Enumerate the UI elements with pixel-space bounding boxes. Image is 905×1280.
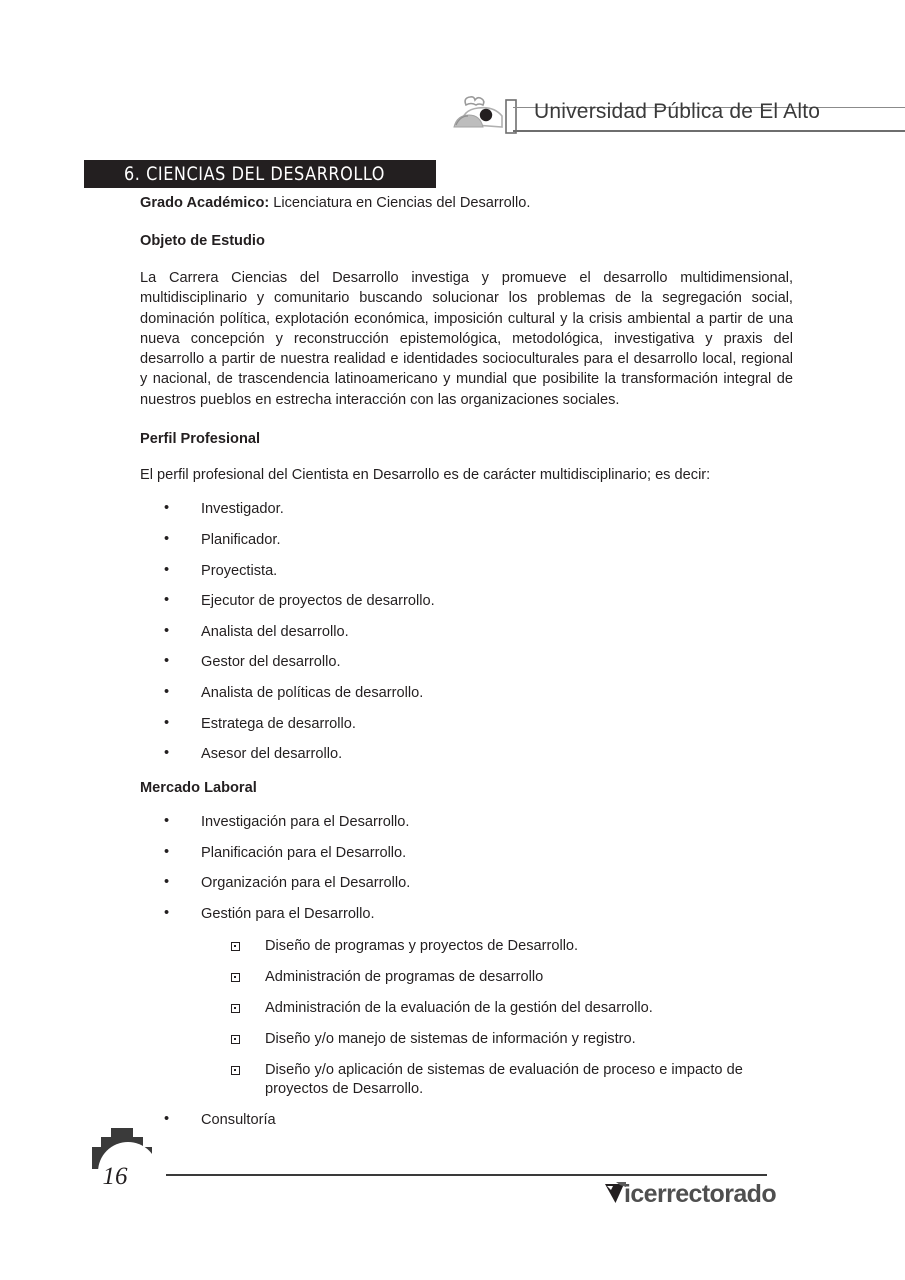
- sub-list-item-label: Administración de programas de desarrollo: [265, 968, 544, 985]
- list-item-label: Planificador.: [201, 531, 281, 548]
- document-content: [140, 193, 793, 1130]
- heading-objeto-de-estudio: Objeto de Estudio: [140, 233, 265, 249]
- list-item: [140, 844, 793, 863]
- bullet-icon: •: [164, 813, 170, 830]
- bullet-icon: •: [164, 592, 170, 609]
- square-bullet-icon: [231, 942, 240, 951]
- sub-list-item-label: Diseño y/o manejo de sistemas de información y registro.: [265, 1030, 636, 1047]
- section-title-text: 6. CIENCIAS DEL DESARROLLO: [124, 163, 385, 185]
- bullet-icon: •: [164, 622, 170, 639]
- list-item: [140, 623, 793, 642]
- degree-line: [140, 193, 793, 213]
- bullet-icon: •: [164, 904, 170, 921]
- page-header: [0, 92, 905, 140]
- perfil-profesional-list: [140, 500, 793, 764]
- list-item: [140, 531, 793, 550]
- sub-list-item: [201, 1030, 793, 1049]
- sub-list-item-label: Diseño y/o aplicación de sistemas de evaluación de proceso e impacto de proyectos de Desarrollo.: [265, 1061, 743, 1098]
- mercado-laboral-list: [140, 813, 793, 1130]
- list-item-label: Investigación para el Desarrollo.: [201, 814, 410, 831]
- bullet-icon: •: [164, 683, 170, 700]
- sub-list-item: [201, 937, 793, 956]
- vicerrectorado-logo-text: icerrectorado: [624, 1180, 776, 1208]
- heading-perfil-profesional: Perfil Profesional: [140, 431, 261, 448]
- paragraph-objeto-de-estudio: La Carrera Ciencias del Desarrollo investiga y promueve el desarrollo multidimensional, multidisciplinario y comunitario buscando solucionar los problemas de la segregación social, dominación política, explotación económica, imposición cultural y la crisis ambiental a partir de una nueva concepción y reconstrucción epistemológica, metodológica, investigativa y praxis del desarrollo a partir de nuestra realidad e identidades socioculturales para el desarrollo local, regional y nacional, de trascendencia latinoamericano y mundial que posibilite la transformación integral de nuestros pueblos en estrecha interacción con las organizaciones sociales.: [140, 270, 793, 408]
- list-item: [140, 684, 793, 703]
- list-item: [140, 813, 793, 832]
- list-item-label: Estratega de desarrollo.: [201, 715, 356, 732]
- bullet-icon: •: [164, 500, 170, 517]
- paragraph-perfil-intro: El perfil profesional del Cientista en Desarrollo es de carácter multidisciplinario; es decir:: [140, 467, 711, 484]
- sub-list-item: [201, 999, 793, 1018]
- header-title: Universidad Pública de El Alto: [534, 100, 821, 123]
- degree-value: Licenciatura en Ciencias del Desarrollo.: [269, 195, 531, 211]
- list-item-label: Asesor del desarrollo.: [201, 746, 343, 763]
- list-item-label: Proyectista.: [201, 562, 278, 579]
- list-item: [140, 874, 793, 893]
- list-item: [140, 715, 793, 734]
- sub-list-item-label: Diseño de programas y proyectos de Desarrollo.: [265, 937, 579, 954]
- bullet-icon: •: [164, 561, 170, 578]
- bullet-icon: •: [164, 745, 170, 762]
- sub-list-item-label: Administración de la evaluación de la gestión del desarrollo.: [265, 999, 653, 1016]
- square-bullet-icon: [231, 1035, 240, 1044]
- page-number: 16: [102, 1163, 128, 1190]
- sub-list-item: [201, 1061, 793, 1100]
- list-item: [140, 905, 793, 1100]
- degree-label: Grado Académico:: [140, 195, 270, 211]
- list-item-label: Investigador.: [201, 501, 284, 518]
- list-item-label: Consultoría: [201, 1112, 276, 1129]
- page-footer: [0, 1124, 905, 1244]
- heading-mercado-laboral: Mercado Laboral: [140, 780, 257, 797]
- list-item: [140, 745, 793, 764]
- square-bullet-icon: [231, 1004, 240, 1013]
- square-bullet-icon: [231, 1066, 240, 1075]
- list-item-label: Analista de políticas de desarrollo.: [201, 684, 424, 701]
- list-item-label: Analista del desarrollo.: [201, 623, 349, 640]
- gestion-sublist: [201, 937, 793, 1100]
- bullet-icon: •: [164, 1111, 170, 1128]
- bullet-icon: •: [164, 653, 170, 670]
- list-item: [140, 592, 793, 611]
- sub-list-item: [201, 968, 793, 987]
- list-item-label: Organización para el Desarrollo.: [201, 875, 411, 892]
- list-item-label: Ejecutor de proyectos de desarrollo.: [201, 593, 435, 610]
- list-item-label: Gestión para el Desarrollo.: [201, 905, 375, 922]
- bullet-icon: •: [164, 874, 170, 891]
- list-item: [140, 562, 793, 581]
- bullet-icon: •: [164, 530, 170, 547]
- footer-rule: [166, 1174, 767, 1176]
- header-rule-bottom: [513, 130, 905, 132]
- square-bullet-icon: [231, 973, 240, 982]
- list-item-label: Gestor del desarrollo.: [201, 654, 341, 671]
- bullet-icon: •: [164, 714, 170, 731]
- list-item: [140, 653, 793, 672]
- condor-head-icon: [448, 92, 524, 140]
- bullet-icon: •: [164, 843, 170, 860]
- list-item-label: Planificación para el Desarrollo.: [201, 844, 407, 861]
- list-item: [140, 500, 793, 519]
- section-title-bar: [84, 160, 436, 188]
